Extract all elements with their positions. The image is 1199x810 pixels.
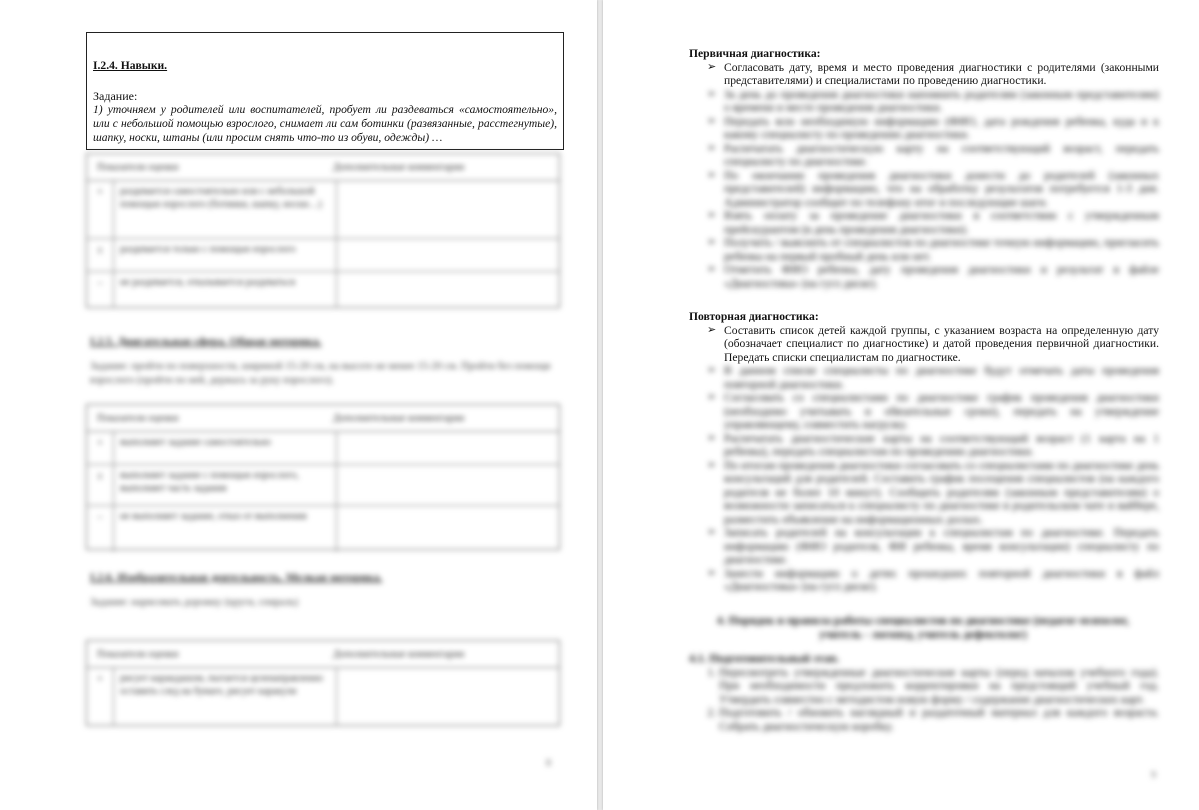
task-box <box>86 32 564 150</box>
table-header-cell: Дополнительные комментарии <box>333 161 465 173</box>
list-item: ➢ Распечатать диагностические карты на соответствующий возраст (1 карта на 1 ребенка), передать специалистам по проведению диагностики. <box>707 432 1159 459</box>
table-desc: раздевается только с помощью взрослого <box>114 239 337 271</box>
assessment-table-drawing <box>86 640 560 726</box>
page-number: 9 <box>1151 770 1156 781</box>
list-item: ➢ Составить список детей каждой группы, с указанием возраста на определенную дату (обозначает специалист по диагностике) и датой проведения первичной диагностики. Передать списки специалистам по диагностике. <box>707 324 1159 365</box>
assessment-table-motor <box>86 404 560 550</box>
list-item: ➢ Распечатать диагностическую карту на соответствующий возраст, передать специалисту по диагностике. <box>707 142 1159 169</box>
list-item: 2. Подготовить / обновить наглядный и раздаточный материал для каждого возраста. Собрать диагностическую коробку. <box>719 706 1159 733</box>
table-row <box>87 272 559 308</box>
section-4-1-block <box>689 652 1159 733</box>
list-item: ➢ Взять оплату за проведение диагностики в соответствии с утвержденным прейскурантом (в день проведения диагностики). <box>707 209 1159 236</box>
list-item: ➢ Занести информацию о детях прошедших повторной диагностики в файл «Диагностика» (на гугл диске). <box>707 567 1159 594</box>
table-header-cell: Дополнительные комментарии <box>333 648 465 660</box>
primary-heading: Первичная диагностика: <box>689 47 821 60</box>
table-mark: – <box>87 272 114 308</box>
document-page-right <box>603 0 1199 810</box>
repeat-list <box>689 324 1159 594</box>
table-desc: выполняет задание с помощью взрослого, выполняет часть задания <box>114 465 337 505</box>
task-label: Задание: <box>93 89 138 103</box>
repeat-diagnostics-block <box>689 310 1159 594</box>
table-mark: – <box>87 506 114 552</box>
table-row <box>87 668 559 726</box>
table-header-cell: Дополнительные комментарии <box>333 412 465 424</box>
table-desc: рисует карандашом, пытается целенаправленно оставить след на бумаге, рисует каракули <box>114 668 337 726</box>
document-page-left <box>0 0 597 810</box>
table-mark: ± <box>87 239 114 271</box>
table-row <box>87 506 559 552</box>
task-text: 1) уточняем у родителей или воспитателей, пробует ли раздеваться «самостоятельно», или с небольшой помощью взрослого, снимает ли сам ботинки (развязанные, расстегнутые), шапку, носки, штаны (или просим снять что-то из обуви, одежды) … <box>93 103 557 144</box>
table-desc: раздевается самостоятельно или с небольшой помощью взрослого (ботинки, шапку, носки…) <box>114 181 337 238</box>
section-4-1-list <box>689 666 1159 734</box>
assessment-table-skills <box>86 153 560 308</box>
table-row <box>87 432 559 465</box>
list-item: ➢ Получить / выяснить от специалистов по диагностике точную информацию, пригласить ребенка на первый пробный день или нет. <box>707 236 1159 263</box>
section-title: I.2.5. Двигательная сфера. Общая моторика. <box>90 336 322 348</box>
table-row <box>87 181 559 239</box>
table-desc: не раздевается, отказывается раздеваться <box>114 272 337 308</box>
primary-list <box>689 61 1159 291</box>
list-item: ➢ По итогам проведения диагностики согласовать со специалистами по диагностике день консультаций для родителей. Составить график посещения специалистов (на каждого родителя не более 10 минут). Сообщить родителям (законным представителям) о возможности записаться к специалисту по диагностике в родительском чате и вайбере, разместить объявление на информационных досках. <box>707 459 1159 527</box>
repeat-heading: Повторная диагностика: <box>689 310 819 323</box>
table-mark: + <box>87 668 114 726</box>
section-title: I.2.6. Изобразительная деятельность. Мелкая моторика. <box>90 572 383 584</box>
table-desc: выполняет задание самостоятельно <box>114 432 337 464</box>
list-item: ➢ Согласовать со специалистами по диагностике график проведения диагностики (необходимо учитывать и обязательные сроки), передать на утверждение управляющему, совместить нагрузку. <box>707 391 1159 432</box>
list-item: ➢ Записать родителей на консультации к специалистам по диагностике. Передать информацию (ФИО родителя, ФИ ребенка, время консультации) специалисту по диагностике. <box>707 526 1159 567</box>
table-desc: не выполняет задание, отказ от выполнения <box>114 506 337 552</box>
table-mark: ± <box>87 465 114 505</box>
table-row <box>87 239 559 272</box>
section-4-1-title: 4.1. Подготовительный этап. <box>689 652 840 665</box>
table-header <box>87 405 559 432</box>
table-header-cell: Показатели оценки <box>97 412 179 424</box>
section-note: Задание: пройти по поверхности, шириной 15-20 см, на высоте не менее 15-20 см. Пройти без помощи взрослого (пройти по ней, держась за руку взрослого). <box>90 361 551 386</box>
table-mark: + <box>87 432 114 464</box>
table-row <box>87 465 559 506</box>
primary-diagnostics-block <box>689 47 1159 290</box>
list-item: ➢ По окончании проведения диагностики донести до родителей (законных представителей) информацию, что на обработку результатов потребуется 1-3 дня. Администратор сообщит по телефону итог и последующие шаги. <box>707 169 1159 210</box>
list-item: ➢ Отметить ФИО ребенка, дату проведения диагностики и результат в файле «Диагностика» (на гугл диске). <box>707 263 1159 290</box>
list-item: ➢ Передать всю необходимую информацию (ФИО, дата рождения ребенка, куда и к какому специалисту по проведению диагностики. <box>707 115 1159 142</box>
table-header-cell: Показатели оценки <box>97 648 179 660</box>
list-item: ➢ Согласовать дату, время и место проведения диагностики с родителями (законными представителями) и специалистами по проведению диагностики. <box>707 61 1159 88</box>
table-header-cell: Показатели оценки <box>97 161 179 173</box>
section-title: I.2.4. Навыки. <box>93 59 168 72</box>
list-item: ➢ За день до проведения диагностики напомнить родителям (законным представителям) о времени и месте проведения диагностики. <box>707 88 1159 115</box>
table-header <box>87 641 559 668</box>
section-4-title: 4. Порядок и правила работы специалистов по диагностике (педагог-психолог, учитель - логопед, учитель дефектолог) <box>716 614 1130 641</box>
table-mark: + <box>87 181 114 238</box>
table-header <box>87 154 559 181</box>
list-item: ➢ В данном списке специалисты по диагностике будут отмечать даты проведения повторной диагностики. <box>707 364 1159 391</box>
list-item: 1. Пересмотреть утвержденные диагностические карты (перед началом учебного года). При необходимости предложить корректировки на предстоящий учебный год. Утвердить совместно с методистом новую форму / содержание диагностических карт. <box>719 666 1159 707</box>
page-number: 8 <box>546 758 551 769</box>
section-note: Задание: нарисовать дорожку (круги, спираль) <box>90 597 299 608</box>
